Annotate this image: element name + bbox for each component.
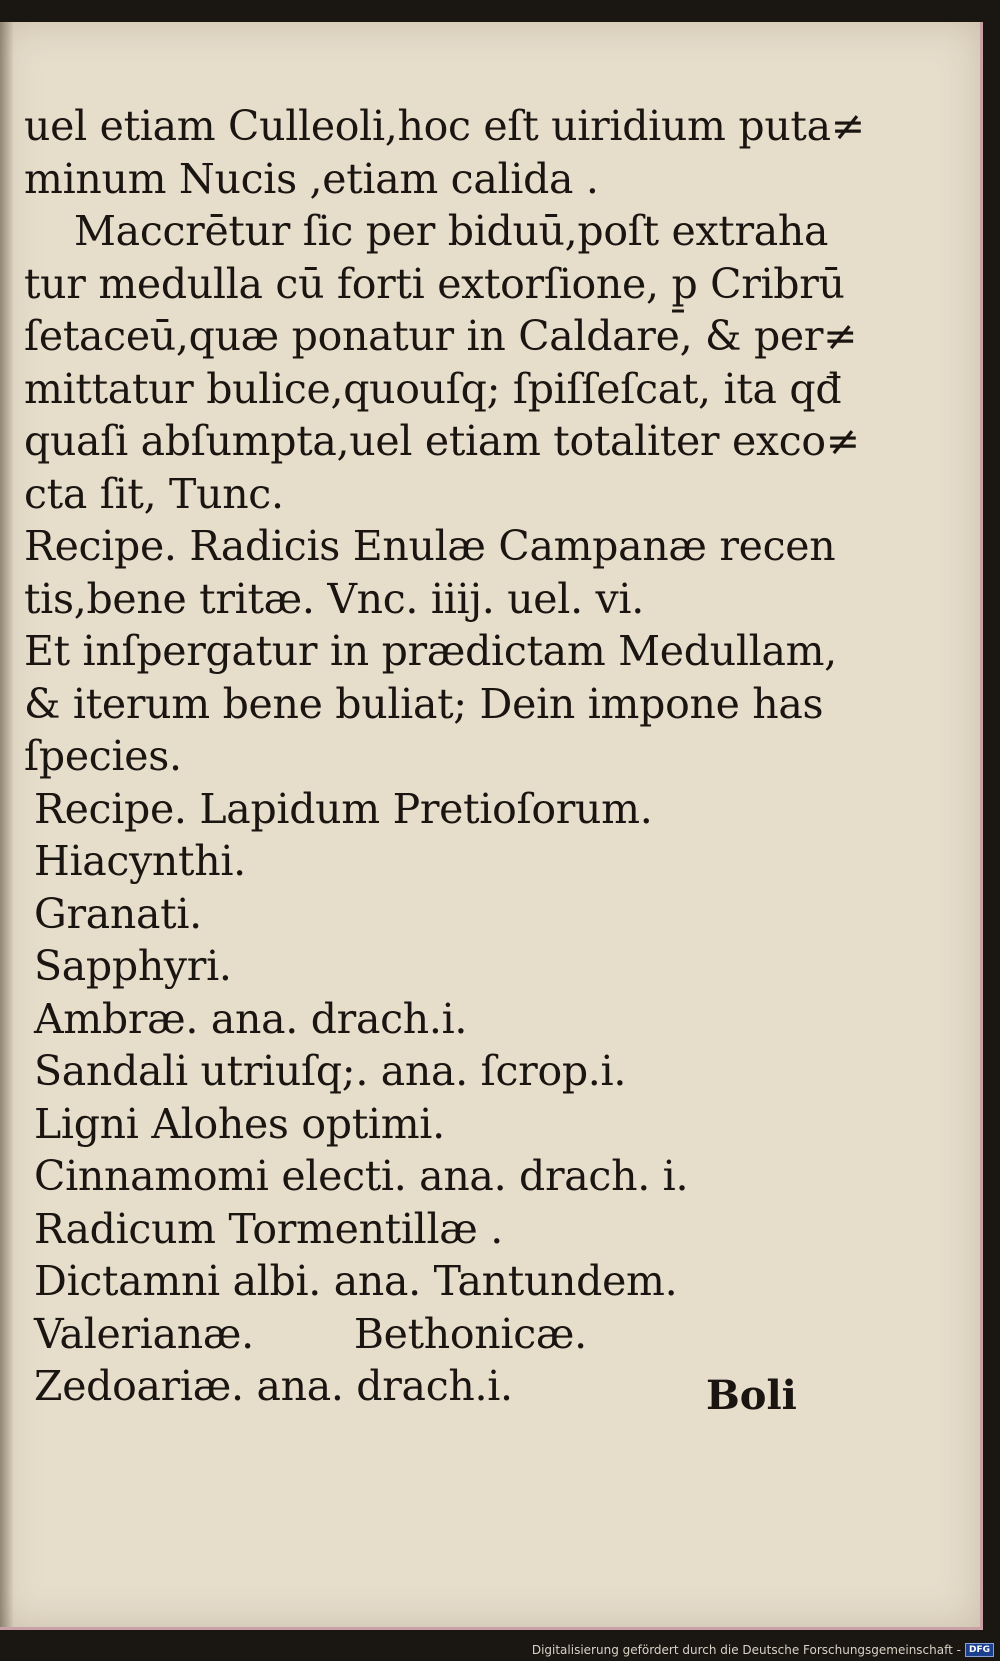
text-segment: Valerianæ.	[34, 1309, 254, 1358]
text-line: minum Nucis ,etiam calida .	[24, 154, 599, 203]
text-line: ſetaceū,quæ ponatur in Caldare, & per≠	[24, 312, 858, 360]
text-line: Dictamni albi. ana. Tantundem.	[34, 1257, 678, 1305]
dfg-logo: DFG	[965, 1643, 994, 1657]
text-line: Recipe. Lapidum Pretioſorum.	[34, 784, 653, 833]
text-line: uel etiam Culleoli,hoc eſt uiridium puta≠	[24, 102, 865, 150]
text-line: Zedoariæ. ana. drach.i.	[34, 1362, 513, 1410]
text-line: tur medulla cū forti extorſione, p̱ Cribrū	[24, 259, 845, 308]
page-text	[24, 100, 865, 1413]
text-line	[24, 1308, 794, 1361]
credit-text: Digitalisierung gefördert durch die Deutsche Forschungsgemeinschaft -	[531, 1643, 961, 1657]
text-line: ſpecies.	[24, 732, 182, 780]
book-page	[0, 22, 983, 1630]
text-line: Maccrētur ſic per biduū,poſt extraha	[74, 207, 829, 255]
text-line: cta ſit, Tunc.	[24, 469, 284, 518]
text-line: Cinnamomi electi. ana. drach. i.	[34, 1152, 689, 1200]
text-segment: Bethonicæ.	[353, 1309, 587, 1358]
text-line: Ligni Alohes optimi.	[34, 1099, 445, 1148]
text-line: Sandali utriuſq;. ana. ſcrop.i.	[34, 1047, 627, 1095]
text-line: quaſi abſumpta,uel etiam totaliter exco≠	[24, 417, 860, 465]
text-line: Recipe. Radicis Enulæ Campanæ recen	[24, 522, 836, 570]
text-line: Et inſpergatur in prædictam Medullam,	[24, 627, 837, 675]
text-line: Hiacynthi.	[34, 837, 246, 885]
text-line: Ambræ. ana. drach.i.	[34, 994, 468, 1043]
text-line: Sapphyri.	[34, 942, 232, 990]
text-line: Granati.	[34, 889, 202, 938]
text-line: tis,bene tritæ. Vnc. iiij. uel. vi.	[24, 574, 644, 623]
catchword: Boli	[706, 1372, 797, 1419]
text-line: & iterum bene buliat; Dein impone has	[24, 679, 824, 728]
digitization-credit	[532, 1643, 994, 1657]
text-line: Radicum Tormentillæ .	[34, 1204, 504, 1253]
text-line: mittatur bulice,quouſq; ſpiſſeſcat, ita qđ	[24, 364, 842, 413]
